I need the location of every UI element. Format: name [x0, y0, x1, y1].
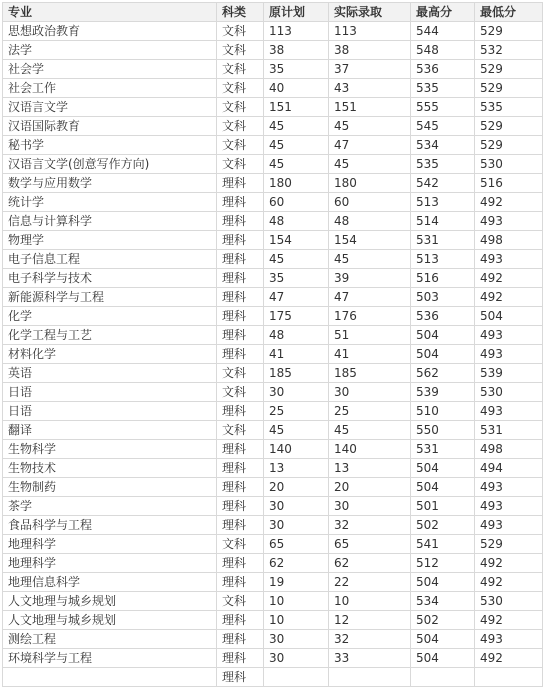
cell-major: 人文地理与城乡规划	[3, 611, 217, 630]
cell-max-score: 504	[411, 630, 475, 649]
table-row	[3, 79, 543, 98]
cell-min-score: 498	[475, 440, 543, 459]
cell-category: 理科	[217, 516, 264, 535]
table-row	[3, 516, 543, 535]
cell-planned: 41	[264, 345, 329, 364]
cell-major: 法学	[3, 41, 217, 60]
cell-planned: 140	[264, 440, 329, 459]
cell-max-score: 536	[411, 307, 475, 326]
cell-min-score: 493	[475, 630, 543, 649]
cell-min-score: 529	[475, 117, 543, 136]
cell-min-score: 529	[475, 60, 543, 79]
cell-admitted: 45	[329, 117, 411, 136]
cell-major: 地理科学	[3, 554, 217, 573]
cell-min-score: 532	[475, 41, 543, 60]
cell-min-score: 493	[475, 478, 543, 497]
cell-planned: 185	[264, 364, 329, 383]
cell-min-score: 530	[475, 383, 543, 402]
cell-min-score	[475, 668, 543, 687]
cell-planned: 175	[264, 307, 329, 326]
cell-planned: 45	[264, 421, 329, 440]
cell-major	[3, 668, 217, 687]
table-row	[3, 41, 543, 60]
cell-planned: 48	[264, 326, 329, 345]
cell-major: 电子信息工程	[3, 250, 217, 269]
cell-category: 理科	[217, 250, 264, 269]
cell-major: 化学	[3, 307, 217, 326]
table-row	[3, 22, 543, 41]
cell-max-score: 539	[411, 383, 475, 402]
cell-min-score: 529	[475, 535, 543, 554]
table-row	[3, 193, 543, 212]
cell-admitted: 140	[329, 440, 411, 459]
cell-major: 思想政治教育	[3, 22, 217, 41]
cell-max-score: 510	[411, 402, 475, 421]
cell-planned	[264, 668, 329, 687]
cell-admitted: 13	[329, 459, 411, 478]
cell-min-score: 529	[475, 22, 543, 41]
cell-category: 理科	[217, 212, 264, 231]
cell-min-score: 493	[475, 212, 543, 231]
cell-planned: 13	[264, 459, 329, 478]
table-row	[3, 573, 543, 592]
cell-max-score: 535	[411, 155, 475, 174]
cell-max-score: 562	[411, 364, 475, 383]
table-row	[3, 554, 543, 573]
cell-planned: 48	[264, 212, 329, 231]
cell-category: 理科	[217, 459, 264, 478]
cell-max-score: 514	[411, 212, 475, 231]
cell-planned: 35	[264, 269, 329, 288]
table-row	[3, 383, 543, 402]
cell-min-score: 530	[475, 592, 543, 611]
cell-category: 文科	[217, 364, 264, 383]
cell-planned: 10	[264, 592, 329, 611]
cell-max-score: 513	[411, 193, 475, 212]
cell-major: 物理学	[3, 231, 217, 250]
cell-major: 社会学	[3, 60, 217, 79]
cell-max-score: 501	[411, 497, 475, 516]
cell-category: 文科	[217, 98, 264, 117]
cell-planned: 40	[264, 79, 329, 98]
cell-category: 理科	[217, 174, 264, 193]
cell-category: 理科	[217, 497, 264, 516]
cell-planned: 30	[264, 383, 329, 402]
cell-max-score: 541	[411, 535, 475, 554]
cell-admitted	[329, 668, 411, 687]
cell-planned: 25	[264, 402, 329, 421]
cell-admitted: 47	[329, 136, 411, 155]
cell-category: 理科	[217, 440, 264, 459]
cell-admitted: 62	[329, 554, 411, 573]
cell-category: 理科	[217, 288, 264, 307]
cell-major: 日语	[3, 402, 217, 421]
cell-planned: 65	[264, 535, 329, 554]
cell-planned: 47	[264, 288, 329, 307]
cell-max-score: 544	[411, 22, 475, 41]
header-row	[3, 3, 543, 22]
table-row	[3, 98, 543, 117]
table-header	[3, 3, 543, 22]
cell-admitted: 25	[329, 402, 411, 421]
cell-min-score: 492	[475, 573, 543, 592]
cell-max-score: 542	[411, 174, 475, 193]
cell-category: 文科	[217, 22, 264, 41]
cell-min-score: 492	[475, 269, 543, 288]
cell-admitted: 12	[329, 611, 411, 630]
cell-admitted: 47	[329, 288, 411, 307]
cell-category: 理科	[217, 402, 264, 421]
cell-major: 数学与应用数学	[3, 174, 217, 193]
cell-max-score: 548	[411, 41, 475, 60]
table-row	[3, 326, 543, 345]
cell-min-score: 492	[475, 611, 543, 630]
table-row	[3, 440, 543, 459]
cell-max-score: 545	[411, 117, 475, 136]
cell-planned: 10	[264, 611, 329, 630]
table-row	[3, 269, 543, 288]
cell-category: 文科	[217, 155, 264, 174]
header-admitted: 实际录取	[329, 3, 411, 22]
cell-major: 电子科学与技术	[3, 269, 217, 288]
cell-major: 汉语言文学(创意写作方向)	[3, 155, 217, 174]
cell-admitted: 30	[329, 383, 411, 402]
table-row	[3, 60, 543, 79]
cell-admitted: 33	[329, 649, 411, 668]
cell-max-score: 512	[411, 554, 475, 573]
cell-planned: 113	[264, 22, 329, 41]
cell-major: 生物科学	[3, 440, 217, 459]
cell-max-score: 550	[411, 421, 475, 440]
table-row	[3, 668, 543, 687]
table-row	[3, 155, 543, 174]
cell-category: 理科	[217, 326, 264, 345]
cell-major: 信息与计算科学	[3, 212, 217, 231]
cell-major: 日语	[3, 383, 217, 402]
cell-max-score: 502	[411, 611, 475, 630]
cell-min-score: 530	[475, 155, 543, 174]
cell-planned: 60	[264, 193, 329, 212]
cell-category: 文科	[217, 60, 264, 79]
cell-admitted: 65	[329, 535, 411, 554]
cell-admitted: 45	[329, 421, 411, 440]
cell-admitted: 48	[329, 212, 411, 231]
cell-major: 地理信息科学	[3, 573, 217, 592]
cell-admitted: 176	[329, 307, 411, 326]
cell-admitted: 180	[329, 174, 411, 193]
cell-planned: 30	[264, 516, 329, 535]
header-min-score: 最低分	[475, 3, 543, 22]
cell-max-score: 534	[411, 592, 475, 611]
table-body	[3, 22, 543, 687]
cell-planned: 38	[264, 41, 329, 60]
cell-category: 文科	[217, 535, 264, 554]
cell-min-score: 529	[475, 79, 543, 98]
cell-category: 理科	[217, 573, 264, 592]
cell-max-score: 534	[411, 136, 475, 155]
cell-planned: 45	[264, 250, 329, 269]
cell-major: 社会工作	[3, 79, 217, 98]
cell-admitted: 154	[329, 231, 411, 250]
cell-min-score: 504	[475, 307, 543, 326]
cell-category: 理科	[217, 307, 264, 326]
cell-major: 统计学	[3, 193, 217, 212]
header-max-score: 最高分	[411, 3, 475, 22]
cell-major: 环境科学与工程	[3, 649, 217, 668]
cell-major: 秘书学	[3, 136, 217, 155]
cell-planned: 19	[264, 573, 329, 592]
cell-admitted: 151	[329, 98, 411, 117]
cell-planned: 62	[264, 554, 329, 573]
cell-category: 理科	[217, 478, 264, 497]
cell-major: 材料化学	[3, 345, 217, 364]
cell-min-score: 492	[475, 554, 543, 573]
table-row	[3, 364, 543, 383]
table-row	[3, 345, 543, 364]
cell-min-score: 493	[475, 402, 543, 421]
table-row	[3, 535, 543, 554]
cell-admitted: 32	[329, 630, 411, 649]
table-row	[3, 174, 543, 193]
cell-max-score: 504	[411, 459, 475, 478]
cell-planned: 45	[264, 155, 329, 174]
cell-max-score: 504	[411, 326, 475, 345]
cell-category: 理科	[217, 554, 264, 573]
cell-min-score: 529	[475, 136, 543, 155]
cell-admitted: 30	[329, 497, 411, 516]
cell-major: 茶学	[3, 497, 217, 516]
cell-max-score: 555	[411, 98, 475, 117]
cell-admitted: 20	[329, 478, 411, 497]
cell-major: 汉语国际教育	[3, 117, 217, 136]
cell-max-score: 531	[411, 440, 475, 459]
admission-table	[2, 2, 543, 687]
cell-min-score: 493	[475, 326, 543, 345]
cell-category: 文科	[217, 592, 264, 611]
cell-max-score: 502	[411, 516, 475, 535]
cell-min-score: 539	[475, 364, 543, 383]
cell-min-score: 493	[475, 497, 543, 516]
cell-admitted: 45	[329, 155, 411, 174]
table-row	[3, 307, 543, 326]
cell-category: 理科	[217, 611, 264, 630]
table-row	[3, 592, 543, 611]
header-major: 专业	[3, 3, 217, 22]
cell-category: 理科	[217, 649, 264, 668]
header-planned: 原计划	[264, 3, 329, 22]
cell-major: 测绘工程	[3, 630, 217, 649]
cell-admitted: 185	[329, 364, 411, 383]
cell-category: 理科	[217, 630, 264, 649]
header-category: 科类	[217, 3, 264, 22]
table-row	[3, 478, 543, 497]
cell-min-score: 492	[475, 288, 543, 307]
cell-min-score: 492	[475, 193, 543, 212]
cell-admitted: 32	[329, 516, 411, 535]
cell-max-score: 504	[411, 478, 475, 497]
cell-max-score: 531	[411, 231, 475, 250]
cell-planned: 35	[264, 60, 329, 79]
cell-min-score: 493	[475, 516, 543, 535]
cell-min-score: 498	[475, 231, 543, 250]
cell-max-score: 504	[411, 573, 475, 592]
cell-min-score: 493	[475, 345, 543, 364]
cell-min-score: 494	[475, 459, 543, 478]
cell-category: 文科	[217, 41, 264, 60]
cell-major: 食品科学与工程	[3, 516, 217, 535]
cell-planned: 154	[264, 231, 329, 250]
cell-admitted: 39	[329, 269, 411, 288]
cell-category: 理科	[217, 193, 264, 212]
cell-max-score: 516	[411, 269, 475, 288]
table-row	[3, 459, 543, 478]
cell-category: 文科	[217, 421, 264, 440]
cell-major: 生物制药	[3, 478, 217, 497]
table-row	[3, 649, 543, 668]
table-row	[3, 231, 543, 250]
table-row	[3, 402, 543, 421]
table-row	[3, 421, 543, 440]
cell-major: 地理科学	[3, 535, 217, 554]
cell-category: 理科	[217, 231, 264, 250]
cell-major: 翻译	[3, 421, 217, 440]
cell-category: 文科	[217, 79, 264, 98]
cell-major: 化学工程与工艺	[3, 326, 217, 345]
cell-category: 理科	[217, 668, 264, 687]
table-row	[3, 136, 543, 155]
cell-max-score	[411, 668, 475, 687]
cell-max-score: 503	[411, 288, 475, 307]
cell-min-score: 516	[475, 174, 543, 193]
cell-max-score: 504	[411, 649, 475, 668]
cell-admitted: 38	[329, 41, 411, 60]
cell-max-score: 535	[411, 79, 475, 98]
cell-planned: 30	[264, 630, 329, 649]
cell-major: 生物技术	[3, 459, 217, 478]
cell-min-score: 493	[475, 250, 543, 269]
cell-major: 人文地理与城乡规划	[3, 592, 217, 611]
cell-planned: 30	[264, 497, 329, 516]
cell-admitted: 51	[329, 326, 411, 345]
cell-category: 理科	[217, 269, 264, 288]
table-row	[3, 117, 543, 136]
cell-category: 文科	[217, 383, 264, 402]
cell-min-score: 535	[475, 98, 543, 117]
table-row	[3, 497, 543, 516]
table-row	[3, 611, 543, 630]
cell-admitted: 22	[329, 573, 411, 592]
table-row	[3, 288, 543, 307]
cell-category: 理科	[217, 345, 264, 364]
cell-planned: 20	[264, 478, 329, 497]
cell-planned: 180	[264, 174, 329, 193]
cell-max-score: 504	[411, 345, 475, 364]
cell-max-score: 536	[411, 60, 475, 79]
cell-min-score: 492	[475, 649, 543, 668]
cell-major: 英语	[3, 364, 217, 383]
table-row	[3, 250, 543, 269]
cell-category: 文科	[217, 136, 264, 155]
cell-category: 文科	[217, 117, 264, 136]
cell-planned: 45	[264, 117, 329, 136]
cell-planned: 45	[264, 136, 329, 155]
cell-admitted: 41	[329, 345, 411, 364]
cell-max-score: 513	[411, 250, 475, 269]
cell-admitted: 45	[329, 250, 411, 269]
cell-admitted: 60	[329, 193, 411, 212]
cell-planned: 30	[264, 649, 329, 668]
cell-major: 新能源科学与工程	[3, 288, 217, 307]
cell-admitted: 37	[329, 60, 411, 79]
cell-admitted: 43	[329, 79, 411, 98]
cell-major: 汉语言文学	[3, 98, 217, 117]
table-row	[3, 212, 543, 231]
cell-admitted: 10	[329, 592, 411, 611]
cell-admitted: 113	[329, 22, 411, 41]
cell-min-score: 531	[475, 421, 543, 440]
cell-planned: 151	[264, 98, 329, 117]
table-row	[3, 630, 543, 649]
